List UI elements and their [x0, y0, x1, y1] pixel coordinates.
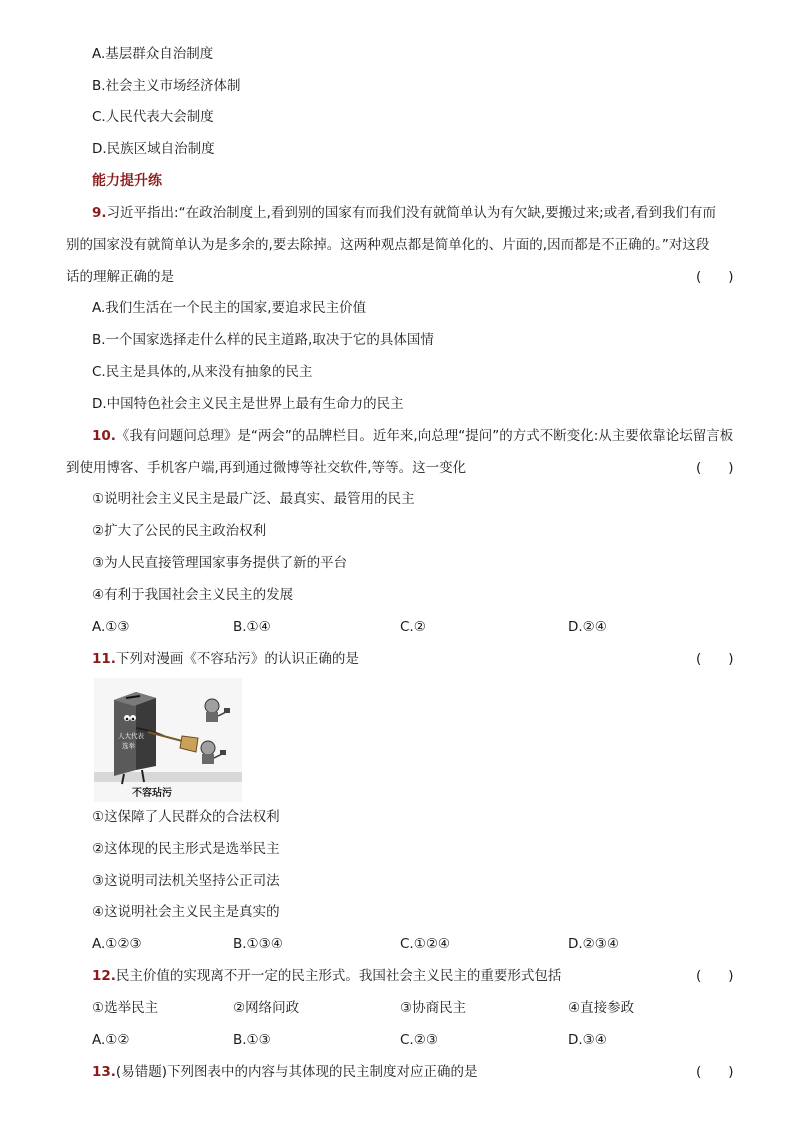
q13-answer-blank[interactable]: ( ) [696, 1064, 734, 1080]
q9-option-d: D.中国特色社会主义民主是世界上最有生命力的民主 [92, 396, 404, 412]
q13-number: 13. [92, 1064, 116, 1080]
q11-choice-b[interactable]: B.①③④ [233, 936, 283, 952]
q11-item-3: ③这说明司法机关坚持公正司法 [92, 873, 280, 889]
q12-number: 12. [92, 968, 116, 984]
q12-item-1: ①选举民主 [92, 1000, 159, 1016]
q11-item-1: ①这保障了人民群众的合法权利 [92, 809, 280, 825]
q12-stem-line1 [92, 967, 561, 985]
q12-answer-blank[interactable]: ( ) [696, 968, 734, 984]
q11-item-2: ②这体现的民主形式是选举民主 [92, 841, 280, 857]
q9-stem-line3: 话的理解正确的是 [66, 269, 174, 285]
cartoon-box-label-2: 选举 [122, 742, 135, 750]
q10-item-4: ④有利于我国社会主义民主的发展 [92, 587, 294, 603]
q10-item-2: ②扩大了公民的民主政治权利 [92, 523, 267, 539]
q10-choice-c[interactable]: C.② [400, 619, 426, 635]
q10-text-1: 《我有问题问总理》是“两会”的品牌栏目。近年来,向总理“提问”的方式不断变化:从主要依靠论坛留言板 [115, 428, 734, 444]
q9-option-b: B.一个国家选择走什么样的民主道路,取决于它的具体国情 [92, 332, 434, 348]
q11-answer-blank[interactable]: ( ) [696, 651, 734, 667]
q11-stem-line1 [92, 650, 359, 668]
q10-choice-b[interactable]: B.①④ [233, 619, 271, 635]
q13-stem-line1 [92, 1063, 477, 1081]
q9-stem-line1 [92, 204, 716, 222]
q13-text-1: (易错题)下列图表中的内容与其体现的民主制度对应正确的是 [115, 1064, 478, 1080]
section-title: 能力提升练 [92, 173, 162, 189]
q9-option-a: A.我们生活在一个民主的国家,要追求民主价值 [92, 300, 367, 316]
q10-number: 10. [92, 428, 116, 444]
q12-item-4: ④直接参政 [568, 1000, 635, 1016]
q9-number: 9. [92, 205, 107, 221]
cartoon-caption: 不容玷污 [132, 788, 172, 799]
q8-option-b: B.社会主义市场经济体制 [92, 78, 241, 94]
q11-choice-c[interactable]: C.①②④ [400, 936, 451, 952]
q9-option-c: C.民主是具体的,从来没有抽象的民主 [92, 364, 313, 380]
q9-stem-line2: 别的国家没有就简单认为是多余的,要去除掉。这两种观点都是简单化的、片面的,因而都是不正确的。”对这段 [66, 237, 710, 253]
q12-item-2: ②网络问政 [233, 1000, 300, 1016]
q11-item-4: ④这说明社会主义民主是真实的 [92, 904, 280, 920]
q9-answer-blank[interactable]: ( ) [696, 269, 734, 285]
q12-item-3: ③协商民主 [400, 1000, 467, 1016]
q9-text-1: 习近平指出:“在政治制度上,看到别的国家有而我们没有就简单认为有欠缺,要搬过来;或者,看到我们有而 [106, 205, 716, 221]
q10-stem-line1 [92, 427, 733, 445]
q10-stem-line2: 到使用博客、手机客户端,再到通过微博等社交软件,等等。这一变化 [66, 460, 467, 476]
q11-choice-a[interactable]: A.①②③ [92, 936, 142, 952]
q11-choice-d[interactable]: D.②③④ [568, 936, 619, 952]
q8-option-a: A.基层群众自治制度 [92, 46, 214, 62]
q10-item-1: ①说明社会主义民主是最广泛、最真实、最管用的民主 [92, 491, 415, 507]
q10-choice-a[interactable]: A.①③ [92, 619, 130, 635]
q12-choice-b[interactable]: B.①③ [233, 1032, 271, 1048]
q12-choice-c[interactable]: C.②③ [400, 1032, 438, 1048]
q8-option-d: D.民族区域自治制度 [92, 141, 215, 157]
q12-choice-d[interactable]: D.③④ [568, 1032, 607, 1048]
q12-text-1: 民主价值的实现离不开一定的民主形式。我国社会主义民主的重要形式包括 [115, 968, 562, 984]
cartoon-image [94, 678, 242, 802]
cartoon-box-label-1: 人大代表 [118, 732, 144, 740]
q8-option-c: C.人民代表大会制度 [92, 109, 214, 125]
q10-item-3: ③为人民直接管理国家事务提供了新的平台 [92, 555, 348, 571]
q11-number: 11. [92, 651, 116, 667]
q10-choice-d[interactable]: D.②④ [568, 619, 607, 635]
q10-answer-blank[interactable]: ( ) [696, 460, 734, 476]
q11-text-1: 下列对漫画《不容玷污》的认识正确的是 [115, 651, 359, 667]
q12-choice-a[interactable]: A.①② [92, 1032, 130, 1048]
